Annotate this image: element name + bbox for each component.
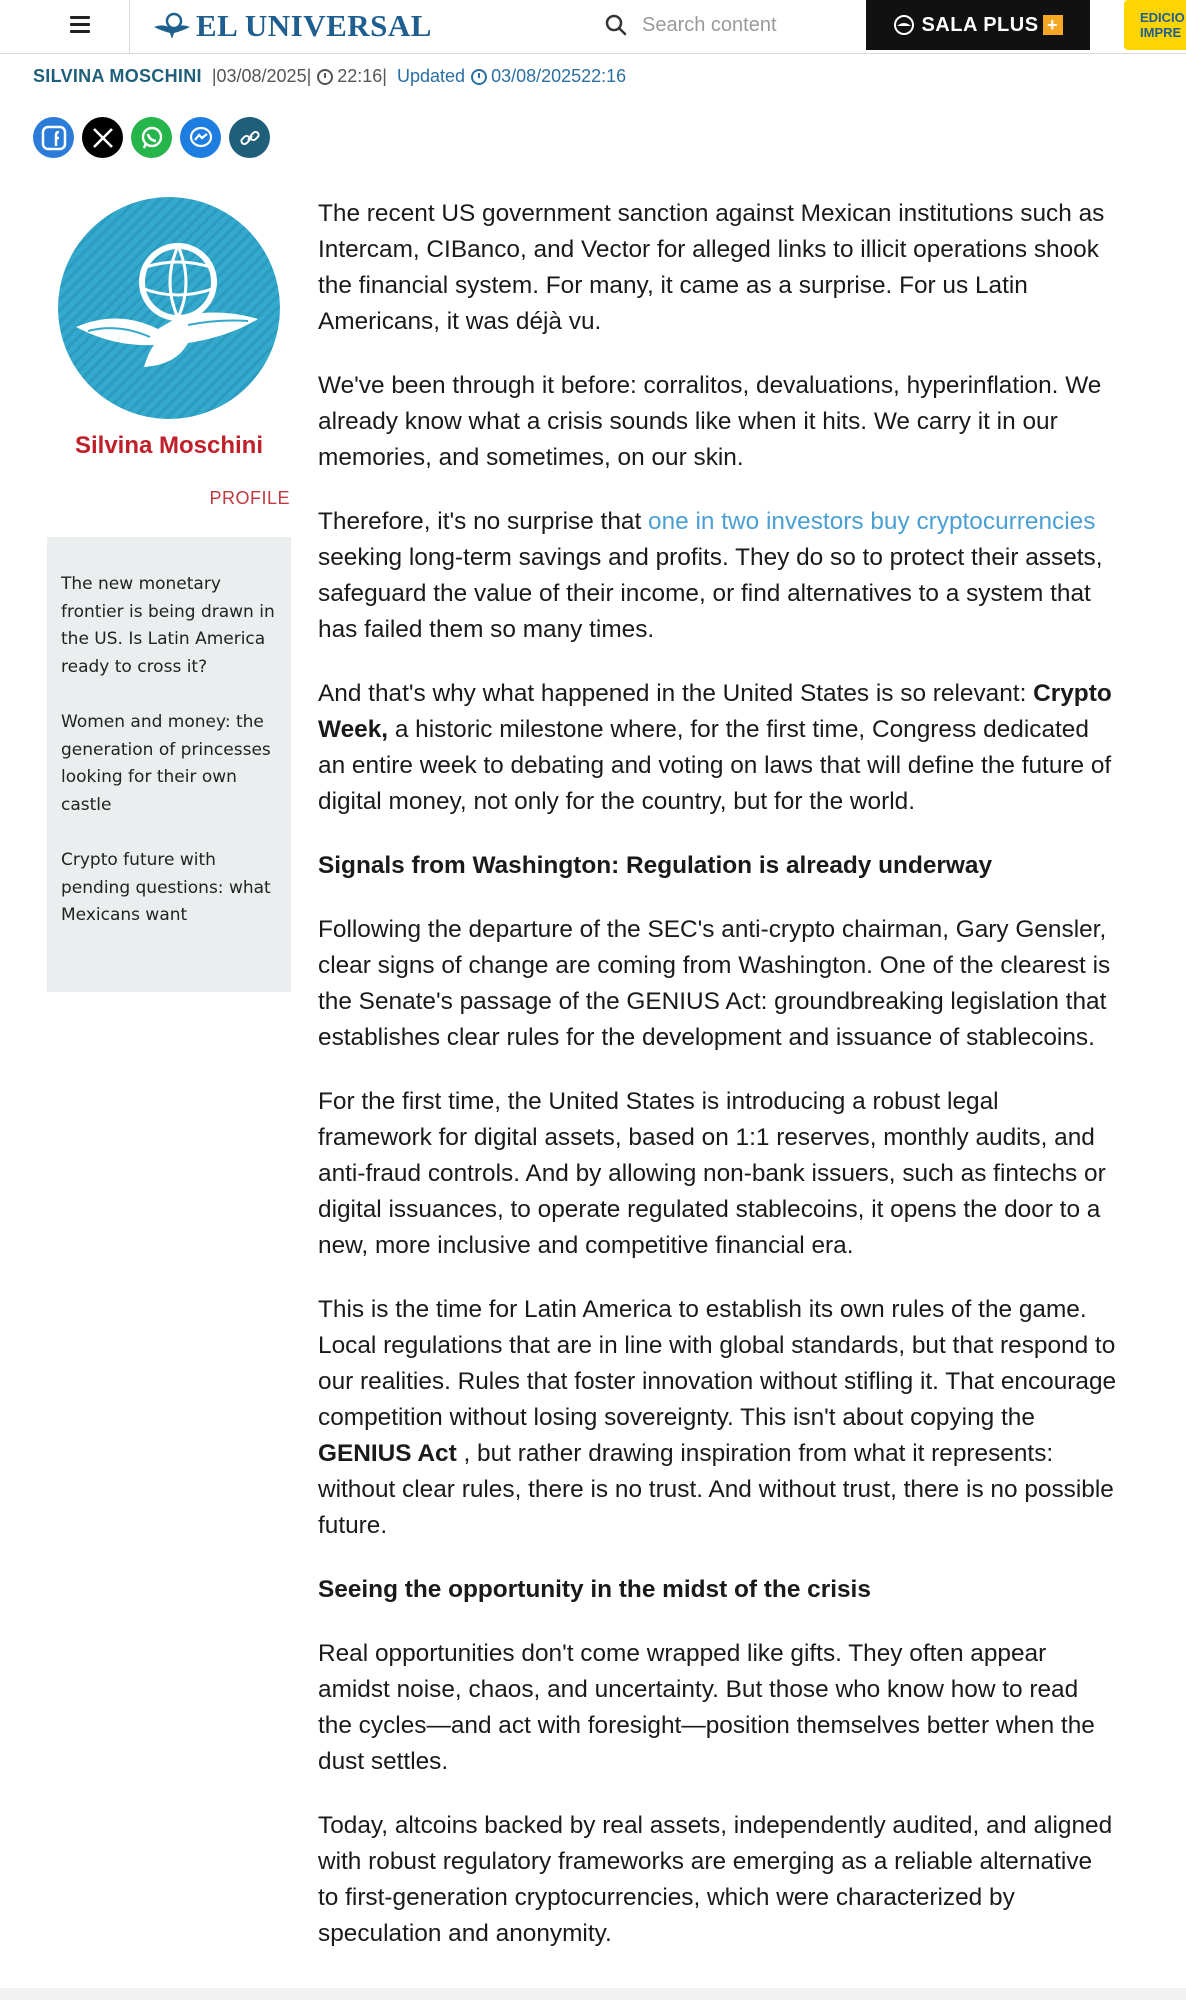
share-bar (33, 117, 270, 158)
paragraph-9: Today, altcoins backed by real assets, independently audited, and aligned with robust regulatory frameworks are emerging as a reliable alternative to first-generation cryptocurrencies, which were characterized by speculation and anonymity. (318, 1812, 1113, 1947)
sala-plus-label: SALA PLUS (921, 13, 1039, 36)
related-articles (47, 537, 291, 992)
paragraph-7-text-a: This is the time for Latin America to establish its own rules of the game. Local regulations that are in line with global standards, but that respond to our realities. Rules that foster innovation without stifling it. That encourage competition without losing sovereignty. This isn't about copying the (318, 1296, 1117, 1431)
paragraph-7-text-b: , but rather drawing inspiration from what it represents: without clear rules, there is no trust. And without trust, there is no possible future. (318, 1440, 1114, 1539)
search-box[interactable] (604, 9, 824, 41)
paragraph-3-text-a: Therefore, it's no surprise that (318, 508, 649, 535)
profile-link[interactable]: PROFILE (209, 488, 290, 508)
search-icon[interactable] (604, 13, 628, 37)
paragraph-1: The recent US government sanction against Mexican institutions such as Intercam, CIBanco, and Vector for alleged links to illicit operations shook the financial system. For many, it came as a surprise. For us Latin Americans, it was déjà vu. (318, 200, 1105, 335)
related-article-1[interactable]: The new monetary frontier is being drawn in the US. Is Latin America ready to cross it? (61, 574, 275, 677)
paragraph-2: We've been through it before: corralitos, devaluations, hyperinflation. We already know what a crisis sounds like when it hits. We carry it in our memories, and sometimes, on our skin. (318, 372, 1102, 471)
byline-time: 22:16| (337, 66, 387, 86)
eagle-logo-icon (152, 11, 192, 41)
edicion-line-1: EDICIO (1140, 10, 1185, 25)
sala-plus-plus-icon: + (1043, 15, 1063, 35)
updated-label: Updated (397, 66, 466, 86)
byline (33, 66, 626, 87)
messenger-icon[interactable] (180, 117, 221, 158)
edicion-impresa-button[interactable] (1124, 0, 1186, 50)
paragraph-3-text-b: seeking long-term savings and profits. They do so to protect their assets, safeguard the value of their income, or find alternatives to a system that has failed them so many times. (318, 544, 1103, 643)
byline-author[interactable]: SILVINA MOSCHINI (33, 66, 202, 86)
updated-clock-icon (471, 69, 487, 85)
header-divider (129, 0, 130, 53)
top-bar (0, 0, 1186, 54)
paragraph-8: Real opportunities don't come wrapped like gifts. They often appear amidst noise, chaos, and uncertainty. But those who know how to read the cycles—and act with foresight—position themselves better when the dust settles. (318, 1640, 1095, 1775)
eagle-globe-icon (58, 197, 280, 419)
crypto-week-bold: Crypto Week, (318, 680, 1112, 743)
related-article-3[interactable]: Crypto future with pending questions: what Mexicans want (61, 850, 271, 925)
logo-text: EL UNIVERSAL (196, 8, 432, 43)
menu-icon[interactable] (70, 16, 90, 34)
clock-icon (317, 69, 333, 85)
whatsapp-icon[interactable] (131, 117, 172, 158)
updated-datetime: 03/08/202522:16 (491, 66, 627, 86)
search-input[interactable]: Search content (642, 13, 777, 36)
sala-plus-logo-icon (893, 14, 915, 36)
investors-link[interactable]: one in two investors buy cryptocurrencies (648, 508, 1096, 535)
paragraph-5: Following the departure of the SEC's anti-crypto chairman, Gary Gensler, clear signs of change are coming from Washington. One of the clearest is the Senate's passage of the GENIUS Act: groundbreaking legislation that establishes clear rules for the development and issuance of stablecoins. (318, 916, 1111, 1051)
subheading-1: Signals from Washington: Regulation is already underway (318, 852, 993, 879)
edicion-line-2: IMPRE (1140, 25, 1182, 40)
genius-act-bold: GENIUS Act (318, 1440, 457, 1467)
related-article-2[interactable]: Women and money: the generation of princesses looking for their own castle (61, 712, 271, 815)
sala-plus-button[interactable] (866, 0, 1090, 50)
link-icon[interactable] (229, 117, 270, 158)
paragraph-6: For the first time, the United States is introducing a robust legal framework for digital assets, based on 1:1 reserves, monthly audits, and anti-fraud controls. And by allowing non-bank issuers, such as fintechs or digital issuances, to operate regulated stablecoins, it opens the door to a new, more inclusive and competitive financial era. (318, 1088, 1106, 1259)
paragraph-4 (318, 676, 1118, 820)
paragraph-4-text-a: And that's why what happened in the United States is so relevant: (318, 680, 1034, 707)
bottom-edge (0, 1988, 1186, 2000)
author-name[interactable]: Silvina Moschini (74, 432, 264, 459)
subheading-2: Seeing the opportunity in the midst of the crisis (318, 1576, 871, 1603)
paragraph-3 (318, 504, 1118, 648)
author-avatar[interactable] (58, 197, 280, 419)
site-logo[interactable] (152, 6, 432, 46)
paragraph-7 (318, 1292, 1118, 1544)
article-body (318, 196, 1118, 1980)
byline-date: |03/08/2025| (211, 66, 312, 86)
paragraph-4-text-b: a historic milestone where, for the first time, Congress dedicated an entire week to debating and voting on laws that will define the future of digital money, not only for the country, but for the world. (318, 716, 1112, 815)
x-icon[interactable] (82, 117, 123, 158)
facebook-icon[interactable] (33, 117, 74, 158)
